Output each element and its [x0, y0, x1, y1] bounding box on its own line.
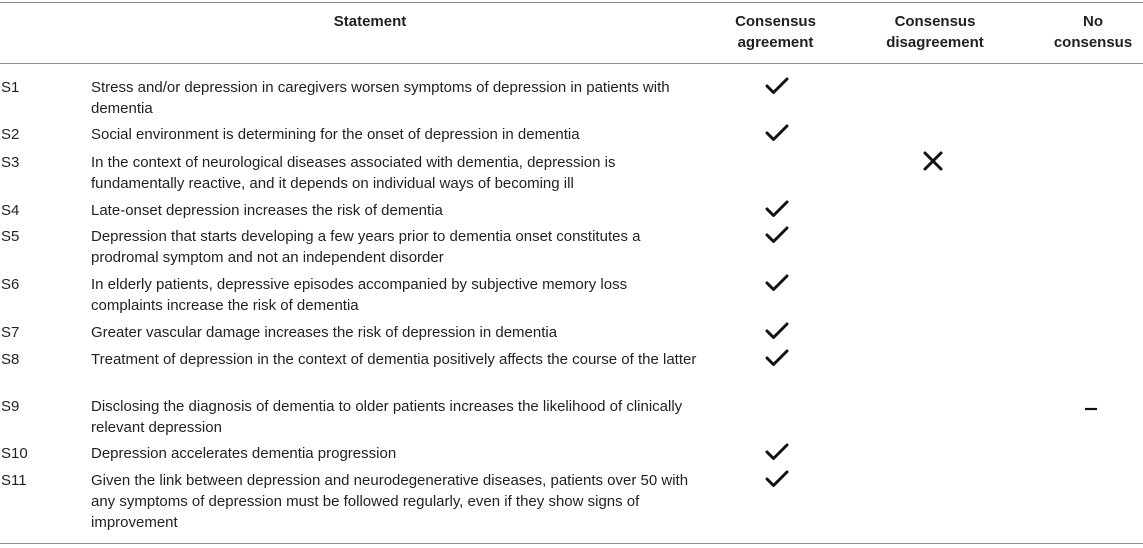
statement-id: S11 — [1, 472, 27, 489]
statement-text: Social environment is determining for the onset of depression in dementia — [91, 126, 580, 143]
dash-icon — [1084, 406, 1098, 412]
statement-text: In elderly patients, depressive episodes accompanied by subjective memory loss complaints increase the risk of dementia — [91, 276, 628, 314]
statement-id: S7 — [1, 324, 20, 341]
statement-id: S2 — [1, 126, 20, 143]
statement-text: Stress and/or depression in caregivers worsen symptoms of depression in patients with dementia — [91, 79, 670, 117]
header-consensus-agreement: Consensus agreement — [735, 13, 816, 51]
header-consensus-disagreement: Consensus disagreement — [886, 13, 984, 51]
checkmark-icon — [765, 76, 789, 96]
statement-id: S5 — [1, 228, 20, 245]
checkmark-icon — [765, 442, 789, 462]
cross-icon — [922, 150, 944, 172]
checkmark-icon — [765, 348, 789, 368]
checkmark-icon — [765, 225, 789, 245]
statement-text: Treatment of depression in the context of dementia positively affects the course of the latter — [91, 351, 697, 368]
checkmark-icon — [765, 469, 789, 489]
statement-text: Given the link between depression and neurodegenerative diseases, patients over 50 with any symptoms of depression must be followed regularly, even if they show signs of improvement — [91, 472, 689, 531]
statement-id: S1 — [1, 79, 20, 96]
statement-text: In the context of neurological diseases associated with dementia, depression is fundamentally reactive, and it depends on individual ways of becoming ill — [91, 154, 616, 192]
header-statement: Statement — [333, 13, 407, 30]
statement-text: Depression accelerates dementia progression — [91, 445, 397, 462]
statement-id: S3 — [1, 154, 20, 171]
top-rule — [0, 2, 1143, 3]
statement-id: S6 — [1, 276, 20, 293]
statement-id: S8 — [1, 351, 20, 368]
statement-text: Depression that starts developing a few years prior to dementia onset constitutes a prodromal symptom and not an independent disorder — [91, 228, 641, 266]
checkmark-icon — [765, 123, 789, 143]
bottom-rule — [0, 543, 1143, 544]
statement-id: S4 — [1, 202, 20, 219]
checkmark-icon — [765, 199, 789, 219]
checkmark-icon — [765, 321, 789, 341]
header-rule — [0, 63, 1143, 64]
statement-text: Greater vascular damage increases the risk of depression in dementia — [91, 324, 558, 341]
header-no-consensus: No consensus — [1053, 13, 1133, 51]
statement-text: Late-onset depression increases the risk of dementia — [91, 202, 443, 219]
checkmark-icon — [765, 273, 789, 293]
statement-id: S9 — [1, 398, 20, 415]
statement-text: Disclosing the diagnosis of dementia to older patients increases the likelihood of clinically relevant depression — [91, 398, 683, 436]
statement-id: S10 — [1, 445, 28, 462]
